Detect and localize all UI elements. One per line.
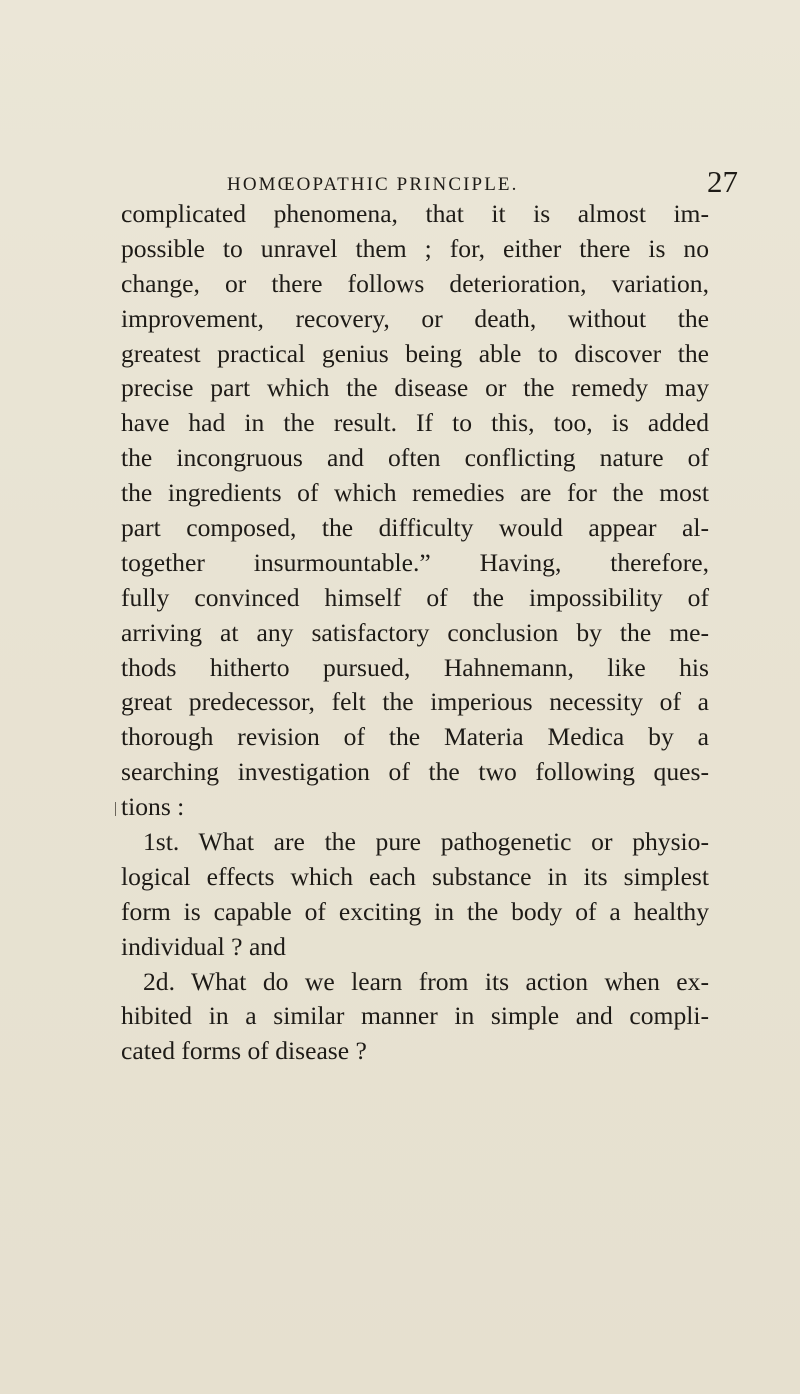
text-line: thorough revision of the Materia Medica by a [121, 722, 709, 752]
stray-ink-mark [115, 802, 116, 816]
text-line: great predecessor, felt the imperious necessity of a [121, 687, 709, 717]
text-line: 2d. What do we learn from its action when ex- [143, 966, 709, 996]
text-line: logical effects which each substance in its simplest [121, 861, 709, 891]
text-line: arriving at any satisfactory conclusion by the me- [121, 617, 709, 647]
text-line: the incongruous and often conflicting nature of [121, 443, 709, 473]
text-line: searching investigation of the two following ques- [121, 757, 709, 787]
body-text [121, 197, 709, 1069]
text-line: have had in the result. If to this, too, is added [121, 408, 709, 438]
text-line: greatest practical genius being able to discover the [121, 338, 709, 368]
text-line: fully convinced himself of the impossibility of [121, 582, 709, 612]
text-line: form is capable of exciting in the body of a healthy [121, 896, 709, 926]
text-line: 1st. What are the pure pathogenetic or physio- [143, 827, 709, 857]
page-number: 27 [707, 164, 738, 199]
text-line: tions : [121, 792, 185, 822]
text-line: precise part which the disease or the remedy may [121, 373, 709, 403]
text-line: hibited in a similar manner in simple and compli- [121, 1001, 709, 1031]
text-line: possible to unravel them ; for, either there is no [121, 233, 709, 263]
running-head [0, 164, 800, 200]
text-line: cated forms of disease ? [121, 1036, 367, 1066]
text-line: part composed, the difficulty would appear al- [121, 513, 709, 543]
text-line: improvement, recovery, or death, without the [121, 303, 709, 333]
text-line: complicated phenomena, that it is almost im- [121, 199, 709, 228]
text-line: together insurmountable.” Having, therefore, [121, 547, 709, 577]
text-line: change, or there follows deterioration, variation, [121, 268, 709, 298]
text-line: the ingredients of which remedies are for the most [121, 478, 709, 508]
text-line: individual ? and [121, 931, 286, 961]
text-line: thods hitherto pursued, Hahnemann, like his [121, 652, 709, 682]
running-head-title: HOMŒOPATHIC PRINCIPLE. [227, 174, 519, 195]
